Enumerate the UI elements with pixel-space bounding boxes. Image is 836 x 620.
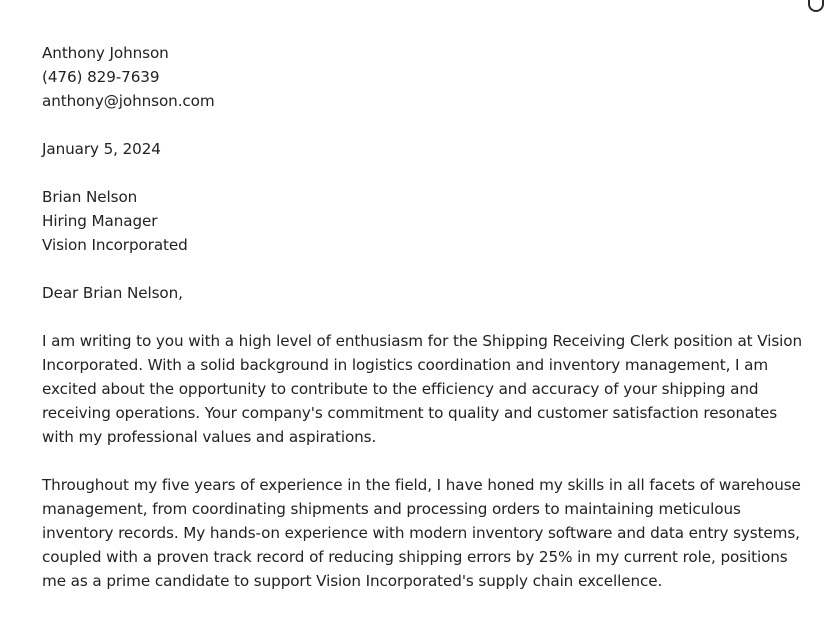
sender-phone: (476) 829-7639 (42, 68, 160, 86)
recipient-company: Vision Incorporated (42, 236, 188, 254)
body-paragraph-1: I am writing to you with a high level of enthusiasm for the Shipping Receiving Clerk position at Vision Incorporated. With a solid background in logistics coordination and inventory management, I am excited about the opportunity to contribute to the efficiency and accuracy of your shipping and receiving operations. Your company's commitment to quality and customer satisfaction resonates with my professional values and aspirations. (42, 332, 802, 446)
salutation: Dear Brian Nelson, (42, 284, 183, 302)
recipient-name: Brian Nelson (42, 188, 138, 206)
sender-email: anthony@johnson.com (42, 92, 215, 110)
cover-letter (42, 41, 802, 617)
body-paragraph-2: Throughout my five years of experience in the field, I have honed my skills in all facets of warehouse management, from coordinating shipments and processing orders to maintaining meticulous inventory records. My hands-on experience with modern inventory software and data entry systems, coupled with a proven track record of reducing shipping errors by 25% in my current role, positions me as a prime candidate to support Vision Incorporated's supply chain excellence. (42, 476, 801, 590)
recipient-title: Hiring Manager (42, 212, 158, 230)
sender-block (42, 41, 802, 113)
sender-name: Anthony Johnson (42, 44, 169, 62)
salutation-block (42, 281, 802, 305)
date-block (42, 137, 802, 161)
letter-date: January 5, 2024 (42, 140, 161, 158)
recipient-block (42, 185, 802, 257)
scroll-indicator-icon (808, 0, 824, 12)
